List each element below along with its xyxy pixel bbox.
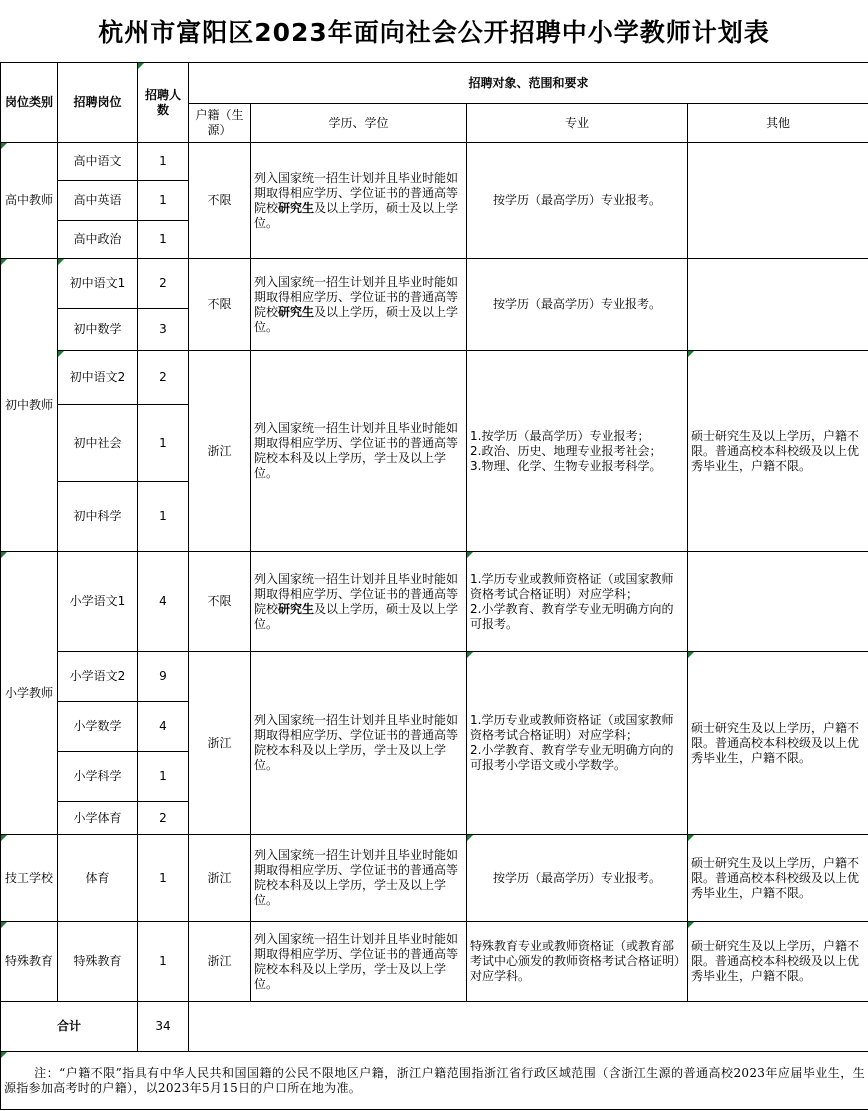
- hukou-cell: 浙江: [189, 922, 251, 1002]
- footnote: 注：“户籍不限”指具有中华人民共和国国籍的公民不限地区户籍，浙江户籍范围指浙江省行政区域范围（含浙江生源的普通高校2023年应届毕业生，生源指参加高考时的户籍），以2023年5月15日的户口所在地为准。: [1, 1052, 868, 1110]
- major-cell: 1.学历专业或教师资格证（或国家教师资格考试合格证明）对应学科； 2.小学教育、教育学专业无明确方向的可报考小学语文或小学数学。: [467, 652, 688, 835]
- count-cell: 1: [138, 405, 189, 482]
- major-cell: 按学历（最高学历）专业报考。: [467, 835, 688, 922]
- note-row: [1, 1052, 868, 1110]
- header-category: 岗位类别: [1, 63, 58, 143]
- table-row: [1, 652, 868, 702]
- table-row: [1, 835, 868, 922]
- header-education: 学历、学位: [251, 104, 467, 143]
- position-cell: 高中政治: [58, 221, 138, 259]
- education-cell: 列入国家统一招生计划并且毕业时能如期取得相应学历、学位证书的普通高等院校本科及以上学历，学士及以上学位。: [251, 652, 467, 835]
- header-position: 招聘岗位: [58, 63, 138, 143]
- count-cell: 4: [138, 702, 189, 752]
- major-cell: 按学历（最高学历）专业报考。: [467, 259, 688, 351]
- education-cell: 列入国家统一招生计划并且毕业时能如期取得相应学历、学位证书的普通高等院校研究生及以上学历，硕士及以上学位。: [251, 259, 467, 351]
- major-cell: 1.按学历（最高学历）专业报考； 2.政治、历史、地理专业报考社会； 3.物理、化学、生物专业报考科学。: [467, 351, 688, 552]
- education-cell: 列入国家统一招生计划并且毕业时能如期取得相应学历、学位证书的普通高等院校本科及以上学历，学士及以上学位。: [251, 351, 467, 552]
- position-cell: 高中英语: [58, 181, 138, 221]
- header-major: 专业: [467, 104, 688, 143]
- education-cell: 列入国家统一招生计划并且毕业时能如期取得相应学历、学位证书的普通高等院校本科及以上学历，学士及以上学位。: [251, 922, 467, 1002]
- count-cell: 1: [138, 922, 189, 1002]
- hukou-cell: 浙江: [189, 351, 251, 552]
- table-row: [1, 552, 868, 652]
- position-cell: 初中科学: [58, 482, 138, 552]
- other-cell: [688, 259, 868, 351]
- count-cell: 2: [138, 802, 189, 835]
- total-label: 合计: [1, 1002, 138, 1052]
- other-cell: 硕士研究生及以上学历，户籍不限。普通高校本科校级及以上优秀毕业生，户籍不限。: [688, 922, 868, 1002]
- position-cell: 小学体育: [58, 802, 138, 835]
- total-value: 34: [138, 1002, 189, 1052]
- total-row: [1, 1002, 868, 1052]
- category-cell: 特殊教育: [1, 922, 58, 1002]
- position-cell: 初中数学: [58, 309, 138, 351]
- count-cell: 1: [138, 752, 189, 802]
- table-row: [1, 351, 868, 405]
- category-cell: 技工学校: [1, 835, 58, 922]
- count-cell: 2: [138, 351, 189, 405]
- hukou-cell: 不限: [189, 143, 251, 259]
- category-cell: 高中教师: [1, 143, 58, 259]
- page-title: 杭州市富阳区2023年面向社会公开招聘中小学教师计划表: [98, 18, 770, 47]
- table-row: [1, 143, 868, 181]
- recruitment-plan-table: [0, 62, 868, 1110]
- other-cell: 硕士研究生及以上学历，户籍不限。普通高校本科校级及以上优秀毕业生，户籍不限。: [688, 835, 868, 922]
- position-cell: 小学语文1: [58, 552, 138, 652]
- count-cell: 2: [138, 259, 189, 309]
- table-row: [1, 259, 868, 309]
- education-cell: 列入国家统一招生计划并且毕业时能如期取得相应学历、学位证书的普通高等院校研究生及以上学历，硕士及以上学位。: [251, 552, 467, 652]
- major-cell: 1.学历专业或教师资格证（或国家教师资格考试合格证明）对应学科； 2.小学教育、教育学专业无明确方向的可报考。: [467, 552, 688, 652]
- position-cell: 小学科学: [58, 752, 138, 802]
- count-cell: 1: [138, 482, 189, 552]
- header-hukou: 户籍（生源）: [189, 104, 251, 143]
- position-cell: 小学数学: [58, 702, 138, 752]
- other-cell: 硕士研究生及以上学历，户籍不限。普通高校本科校级及以上优秀毕业生，户籍不限。: [688, 652, 868, 835]
- education-cell: 列入国家统一招生计划并且毕业时能如期取得相应学历、学位证书的普通高等院校研究生及以上学历，硕士及以上学位。: [251, 143, 467, 259]
- count-cell: 1: [138, 181, 189, 221]
- hukou-cell: 不限: [189, 259, 251, 351]
- total-blank: [189, 1002, 868, 1052]
- hukou-cell: 浙江: [189, 652, 251, 835]
- other-cell: [688, 143, 868, 259]
- position-cell: 体育: [58, 835, 138, 922]
- position-cell: 初中语文2: [58, 351, 138, 405]
- hukou-cell: 不限: [189, 552, 251, 652]
- count-cell: 3: [138, 309, 189, 351]
- position-cell: 特殊教育: [58, 922, 138, 1002]
- category-cell: 小学教师: [1, 552, 58, 835]
- position-cell: 高中语文: [58, 143, 138, 181]
- other-cell: 硕士研究生及以上学历，户籍不限。普通高校本科校级及以上优秀毕业生，户籍不限。: [688, 351, 868, 552]
- other-cell: [688, 552, 868, 652]
- header-requirements: 招聘对象、范围和要求: [189, 63, 868, 104]
- count-cell: 1: [138, 221, 189, 259]
- count-cell: 1: [138, 835, 189, 922]
- education-cell: 列入国家统一招生计划并且毕业时能如期取得相应学历、学位证书的普通高等院校本科及以上学历，学士及以上学位。: [251, 835, 467, 922]
- count-cell: 1: [138, 143, 189, 181]
- position-cell: 初中社会: [58, 405, 138, 482]
- category-cell: 初中教师: [1, 259, 58, 552]
- position-cell: 小学语文2: [58, 652, 138, 702]
- table-row: [1, 922, 868, 1002]
- hukou-cell: 浙江: [189, 835, 251, 922]
- header-other: 其他: [688, 104, 868, 143]
- header-count: 招聘人数: [138, 63, 189, 143]
- header-row: [1, 63, 868, 104]
- count-cell: 9: [138, 652, 189, 702]
- major-cell: 按学历（最高学历）专业报考。: [467, 143, 688, 259]
- position-cell: 初中语文1: [58, 259, 138, 309]
- major-cell: 特殊教育专业或教师资格证（或教育部考试中心颁发的教师资格考试合格证明）对应学科。: [467, 922, 688, 1002]
- count-cell: 4: [138, 552, 189, 652]
